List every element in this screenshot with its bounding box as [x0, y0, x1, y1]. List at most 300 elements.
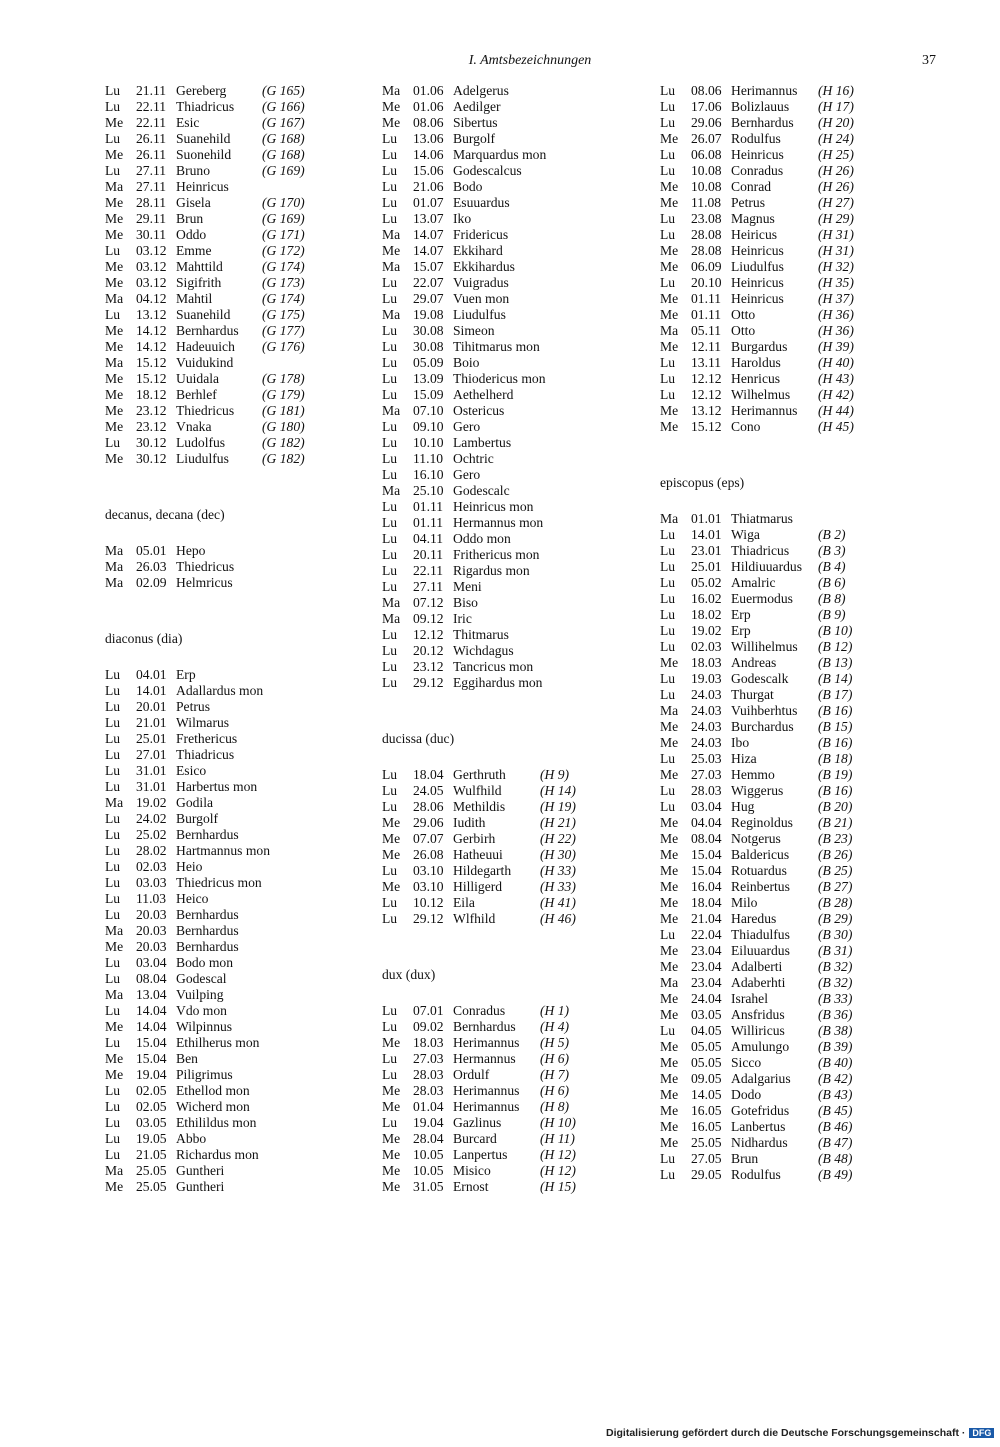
entry-row: [660, 655, 930, 671]
entry-date: 14.12: [136, 323, 167, 338]
entry-date: 27.11: [136, 179, 167, 194]
entry-row: [105, 115, 375, 131]
entry-date: 03.04: [691, 799, 722, 814]
entry-row: [105, 259, 375, 275]
entry-date: 28.11: [136, 195, 167, 210]
entry-row: [382, 499, 652, 515]
entry-row: [660, 291, 930, 307]
entry-row: [660, 1151, 930, 1167]
entry-name: Baldericus: [731, 847, 790, 862]
necrology-abbr: Lu: [660, 751, 676, 766]
entry-date: 13.04: [136, 987, 167, 1002]
entry-date: 26.08: [413, 847, 444, 862]
entry-date: 04.05: [691, 1023, 722, 1038]
entry-reference: (H 20): [818, 115, 854, 130]
entry-date: 25.05: [136, 1163, 167, 1178]
entry-name: Meni: [453, 579, 482, 594]
entry-row: [382, 147, 652, 163]
entry-date: 14.01: [691, 527, 722, 542]
entry-row: [382, 371, 652, 387]
entry-reference: (B 16): [818, 703, 853, 718]
entry-name: Wilhelmus: [731, 387, 791, 402]
entry-name: Hadeuuich: [176, 339, 235, 354]
entry-row: [660, 639, 930, 655]
entry-date: 01.11: [413, 499, 444, 514]
entry-reference: (G 173): [262, 275, 305, 290]
entry-date: 05.09: [413, 355, 444, 370]
entry-name: Godescalcus: [453, 163, 522, 178]
entry-date: 19.02: [691, 623, 722, 638]
entry-reference: (B 40): [818, 1055, 853, 1070]
necrology-abbr: Lu: [105, 667, 121, 682]
entry-date: 25.03: [691, 751, 722, 766]
entry-row: [382, 579, 652, 595]
entry-row: [382, 563, 652, 579]
entry-date: 03.12: [136, 243, 167, 258]
entry-name: Ibo: [731, 735, 750, 750]
entry-date: 10.12: [413, 895, 444, 910]
necrology-abbr: Me: [382, 243, 401, 258]
necrology-abbr: Me: [660, 179, 679, 194]
entry-name: Iudith: [453, 815, 486, 830]
entry-reference: (H 43): [818, 371, 854, 386]
entry-row: [660, 403, 930, 419]
entry-date: 13.07: [413, 211, 444, 226]
entry-name: Suanehild: [176, 307, 231, 322]
necrology-abbr: Me: [660, 259, 679, 274]
entry-row: [660, 163, 930, 179]
entry-date: 01.01: [691, 511, 722, 526]
entry-row: [382, 659, 652, 675]
necrology-abbr: Lu: [105, 83, 121, 98]
necrology-abbr: Me: [105, 227, 124, 242]
necrology-abbr: Lu: [382, 515, 398, 530]
entry-date: 20.11: [413, 547, 444, 562]
necrology-abbr: Me: [660, 1135, 679, 1150]
entry-row: [660, 419, 930, 435]
entry-list: [382, 1003, 652, 1195]
necrology-abbr: Lu: [660, 1151, 676, 1166]
entry-reference: (B 17): [818, 687, 853, 702]
entry-name: Aedilger: [453, 99, 501, 114]
necrology-abbr: Lu: [105, 99, 121, 114]
entry-row: [660, 959, 930, 975]
necrology-abbr: Me: [105, 1019, 124, 1034]
entry-date: 09.10: [413, 419, 444, 434]
entry-name: Gazlinus: [453, 1115, 502, 1130]
entry-date: 16.02: [691, 591, 722, 606]
entry-reference: (B 32): [818, 959, 853, 974]
entry-reference: (H 45): [818, 419, 854, 434]
entry-row: [660, 339, 930, 355]
entry-name: Burgolf: [453, 131, 496, 146]
entry-name: Ekkihardus: [453, 259, 515, 274]
entry-name: Ansfridus: [731, 1007, 785, 1022]
entry-reference: (H 33): [540, 879, 576, 894]
entry-row: [660, 671, 930, 687]
entry-date: 18.03: [413, 1035, 444, 1050]
necrology-abbr: Lu: [382, 563, 398, 578]
entry-row: [660, 783, 930, 799]
entry-date: 03.12: [136, 259, 167, 274]
necrology-abbr: Me: [382, 99, 401, 114]
necrology-abbr: Me: [105, 387, 124, 402]
entry-reference: (H 44): [818, 403, 854, 418]
entry-row: [382, 179, 652, 195]
entry-row: [105, 779, 375, 795]
entry-row: [660, 1167, 930, 1183]
entry-reference: (B 20): [818, 799, 853, 814]
entry-row: [660, 527, 930, 543]
entry-row: [105, 1163, 375, 1179]
necrology-abbr: Ma: [382, 307, 401, 322]
entry-reference: (G 168): [262, 131, 305, 146]
entry-row: [660, 83, 930, 99]
entry-name: Otto: [731, 307, 756, 322]
entry-date: 22.11: [413, 563, 444, 578]
necrology-abbr: Lu: [382, 291, 398, 306]
entry-name: Bernhardus: [176, 923, 239, 938]
entry-row: [660, 1007, 930, 1023]
entry-date: 22.11: [136, 115, 167, 130]
necrology-abbr: Ma: [105, 1163, 124, 1178]
necrology-abbr: Me: [660, 959, 679, 974]
entry-name: Vuilping: [176, 987, 224, 1002]
entry-date: 15.12: [136, 371, 167, 386]
entry-date: 08.06: [413, 115, 444, 130]
entry-name: Conradus: [453, 1003, 506, 1018]
entry-reference: (B 3): [818, 543, 846, 558]
entry-name: Vnaka: [176, 419, 212, 434]
necrology-abbr: Me: [660, 1103, 679, 1118]
entry-date: 22.07: [413, 275, 444, 290]
entry-date: 14.12: [136, 339, 167, 354]
entry-date: 01.07: [413, 195, 444, 210]
entry-reference: (B 38): [818, 1023, 853, 1038]
entry-name: Amalric: [731, 575, 776, 590]
entry-date: 19.05: [136, 1131, 167, 1146]
entry-reference: (B 21): [818, 815, 853, 830]
entry-reference: (H 36): [818, 323, 854, 338]
necrology-abbr: Me: [382, 115, 401, 130]
entry-date: 25.01: [691, 559, 722, 574]
entry-row: [660, 371, 930, 387]
entry-date: 14.07: [413, 243, 444, 258]
entry-reference: (G 174): [262, 259, 305, 274]
entry-name: Bodo: [453, 179, 483, 194]
necrology-abbr: Me: [660, 1119, 679, 1134]
entry-row: [105, 1099, 375, 1115]
entry-reference: (H 5): [540, 1035, 570, 1050]
necrology-abbr: Me: [660, 879, 679, 894]
entry-row: [382, 767, 652, 783]
necrology-abbr: Lu: [660, 275, 676, 290]
entry-name: Thurgat: [731, 687, 774, 702]
entry-date: 20.12: [413, 643, 444, 658]
entry-reference: (G 166): [262, 99, 305, 114]
entry-row: [660, 895, 930, 911]
necrology-abbr: Lu: [382, 767, 398, 782]
entry-name: Burchardus: [731, 719, 794, 734]
necrology-abbr: Lu: [382, 911, 398, 926]
entry-name: Ludolfus: [176, 435, 226, 450]
entry-date: 05.05: [691, 1039, 722, 1054]
column-1: [105, 83, 375, 1195]
entry-row: [105, 419, 375, 435]
entry-name: Piligrimus: [176, 1067, 233, 1082]
necrology-abbr: Lu: [382, 435, 398, 450]
entry-reference: (B 13): [818, 655, 853, 670]
necrology-abbr: Lu: [382, 467, 398, 482]
entry-name: Brun: [176, 211, 204, 226]
entry-date: 15.09: [413, 387, 444, 402]
entry-date: 11.08: [691, 195, 722, 210]
entry-reference: (H 12): [540, 1147, 576, 1162]
entry-row: [660, 799, 930, 815]
entry-name: Adallardus mon: [176, 683, 264, 698]
necrology-abbr: Lu: [105, 907, 121, 922]
entry-name: Magnus: [731, 211, 775, 226]
entry-row: [382, 435, 652, 451]
entry-row: [660, 1119, 930, 1135]
entry-name: Marquardus mon: [453, 147, 547, 162]
entry-name: Guntheri: [176, 1163, 225, 1178]
entry-name: Dodo: [731, 1087, 762, 1102]
dfg-logo: DFG: [969, 1428, 994, 1438]
entry-date: 26.11: [136, 147, 167, 162]
entry-row: [105, 227, 375, 243]
entry-date: 31.01: [136, 779, 167, 794]
necrology-abbr: Lu: [105, 843, 121, 858]
entry-name: Lanpertus: [453, 1147, 508, 1162]
entry-row: [105, 543, 375, 559]
entry-row: [660, 1135, 930, 1151]
entry-name: Erp: [731, 607, 751, 622]
entry-reference: (H 33): [540, 863, 576, 878]
necrology-abbr: Lu: [382, 451, 398, 466]
section-heading-episcopus: episcopus (eps): [660, 475, 745, 490]
entry-name: Vuihberhtus: [731, 703, 798, 718]
entry-row: [660, 131, 930, 147]
entry-name: Tihitmarus mon: [453, 339, 540, 354]
entry-reference: (B 47): [818, 1135, 853, 1150]
entry-reference: (H 4): [540, 1019, 570, 1034]
necrology-abbr: Lu: [382, 355, 398, 370]
entry-row: [382, 83, 652, 99]
entry-date: 30.08: [413, 339, 444, 354]
entry-reference: (H 8): [540, 1099, 570, 1114]
entry-date: 15.04: [136, 1051, 167, 1066]
entry-reference: (H 6): [540, 1083, 570, 1098]
entry-date: 24.05: [413, 783, 444, 798]
entry-name: Aethelherd: [453, 387, 514, 402]
entry-name: Liudulfus: [731, 259, 784, 274]
entry-row: [105, 575, 375, 591]
entry-name: Bernhardus: [176, 323, 239, 338]
entry-date: 28.02: [136, 843, 167, 858]
entry-reference: (B 30): [818, 927, 853, 942]
entry-row: [660, 115, 930, 131]
entry-reference: (G 179): [262, 387, 305, 402]
entry-row: [660, 355, 930, 371]
necrology-abbr: Lu: [660, 99, 676, 114]
necrology-abbr: Lu: [382, 1003, 398, 1018]
entry-date: 20.10: [691, 275, 722, 290]
entry-name: Liudulfus: [453, 307, 506, 322]
entry-date: 29.06: [691, 115, 722, 130]
entry-date: 13.12: [691, 403, 722, 418]
necrology-abbr: Lu: [105, 859, 121, 874]
entry-date: 08.06: [691, 83, 722, 98]
entry-date: 23.01: [691, 543, 722, 558]
entry-name: Heio: [176, 859, 203, 874]
entry-row: [105, 307, 375, 323]
entry-name: Vuigradus: [453, 275, 509, 290]
necrology-abbr: Lu: [105, 875, 121, 890]
entry-reference: (B 39): [818, 1039, 853, 1054]
entry-reference: (H 29): [818, 211, 854, 226]
entry-row: [382, 451, 652, 467]
necrology-abbr: Me: [660, 1039, 679, 1054]
column-2: [382, 83, 652, 1195]
necrology-abbr: Me: [382, 1179, 401, 1194]
entry-date: 29.07: [413, 291, 444, 306]
entry-reference: (B 27): [818, 879, 853, 894]
entry-date: 29.11: [136, 211, 167, 226]
entry-row: [105, 339, 375, 355]
entry-name: Wiga: [731, 527, 760, 542]
necrology-abbr: Lu: [105, 763, 121, 778]
entry-name: Oddo: [176, 227, 207, 242]
entry-date: 01.11: [691, 307, 722, 322]
footer-credit: [606, 1427, 994, 1439]
entry-row: [382, 419, 652, 435]
entry-date: 04.11: [413, 531, 444, 546]
entry-row: [382, 163, 652, 179]
entry-date: 10.08: [691, 179, 722, 194]
necrology-abbr: Lu: [382, 147, 398, 162]
entry-name: Frethericus: [176, 731, 238, 746]
entry-date: 28.08: [691, 243, 722, 258]
entry-row: [660, 511, 930, 527]
entry-row: [660, 1039, 930, 1055]
entry-reference: (B 46): [818, 1119, 853, 1134]
entry-reference: (H 22): [540, 831, 576, 846]
section-heading-dux: dux (dux): [382, 967, 436, 982]
entry-reference: (G 167): [262, 115, 305, 130]
entry-name: Rigardus mon: [453, 563, 530, 578]
entry-reference: (H 15): [540, 1179, 576, 1194]
entry-date: 28.03: [413, 1083, 444, 1098]
entry-row: [382, 863, 652, 879]
entry-reference: (G 180): [262, 419, 305, 434]
necrology-abbr: Lu: [660, 607, 676, 622]
entry-name: Burcard: [453, 1131, 497, 1146]
entry-row: [660, 307, 930, 323]
entry-row: [105, 731, 375, 747]
entry-name: Rodulfus: [731, 131, 781, 146]
entry-list: [382, 767, 652, 927]
entry-row: [382, 1115, 652, 1131]
entry-name: Thiedricus mon: [176, 875, 262, 890]
necrology-abbr: Me: [660, 863, 679, 878]
necrology-abbr: Me: [105, 147, 124, 162]
necrology-abbr: Lu: [382, 783, 398, 798]
entry-name: Burgardus: [731, 339, 788, 354]
necrology-abbr: Me: [105, 1179, 124, 1194]
entry-row: [105, 211, 375, 227]
entry-date: 10.10: [413, 435, 444, 450]
necrology-abbr: Lu: [105, 891, 121, 906]
entry-row: [382, 895, 652, 911]
necrology-abbr: Lu: [382, 419, 398, 434]
entry-date: 19.04: [413, 1115, 444, 1130]
entry-row: [382, 1003, 652, 1019]
entry-name: Herimannus: [453, 1099, 520, 1114]
entry-reference: (B 36): [818, 1007, 853, 1022]
entry-date: 14.06: [413, 147, 444, 162]
necrology-abbr: Me: [382, 815, 401, 830]
entry-name: Hildegarth: [453, 863, 512, 878]
entry-date: 25.10: [413, 483, 444, 498]
entry-date: 05.02: [691, 575, 722, 590]
entry-name: Andreas: [731, 655, 777, 670]
necrology-abbr: Lu: [105, 1099, 121, 1114]
entry-row: [105, 83, 375, 99]
entry-row: [382, 355, 652, 371]
entry-reference: (H 17): [818, 99, 854, 114]
entry-date: 01.06: [413, 83, 444, 98]
entry-row: [105, 559, 375, 575]
entry-date: 27.03: [413, 1051, 444, 1066]
entry-name: Hildiuuardus: [731, 559, 802, 574]
entry-date: 01.11: [691, 291, 722, 306]
entry-date: 08.04: [136, 971, 167, 986]
necrology-abbr: Me: [382, 847, 401, 862]
entry-list: [105, 83, 375, 467]
entry-date: 18.03: [691, 655, 722, 670]
necrology-abbr: Me: [660, 1087, 679, 1102]
entry-reference: (G 168): [262, 147, 305, 162]
entry-row: [382, 403, 652, 419]
entry-row: [382, 1083, 652, 1099]
entry-row: [660, 179, 930, 195]
necrology-abbr: Ma: [660, 511, 679, 526]
entry-row: [105, 387, 375, 403]
entry-row: [105, 1051, 375, 1067]
entry-row: [660, 147, 930, 163]
entry-row: [105, 179, 375, 195]
entry-row: [105, 1115, 375, 1131]
necrology-abbr: Ma: [660, 323, 679, 338]
entry-date: 11.03: [136, 891, 167, 906]
entry-row: [105, 275, 375, 291]
entry-row: [660, 735, 930, 751]
entry-date: 19.08: [413, 307, 444, 322]
entry-row: [660, 1087, 930, 1103]
entry-name: Esico: [176, 763, 207, 778]
entry-reference: (H 36): [818, 307, 854, 322]
entry-row: [382, 1099, 652, 1115]
entry-name: Wilpinnus: [176, 1019, 233, 1034]
entry-row: [105, 1083, 375, 1099]
necrology-abbr: Lu: [382, 499, 398, 514]
necrology-abbr: Ma: [660, 703, 679, 718]
entry-row: [105, 795, 375, 811]
necrology-abbr: Me: [660, 291, 679, 306]
entry-name: Bodo mon: [176, 955, 234, 970]
entry-row: [105, 923, 375, 939]
